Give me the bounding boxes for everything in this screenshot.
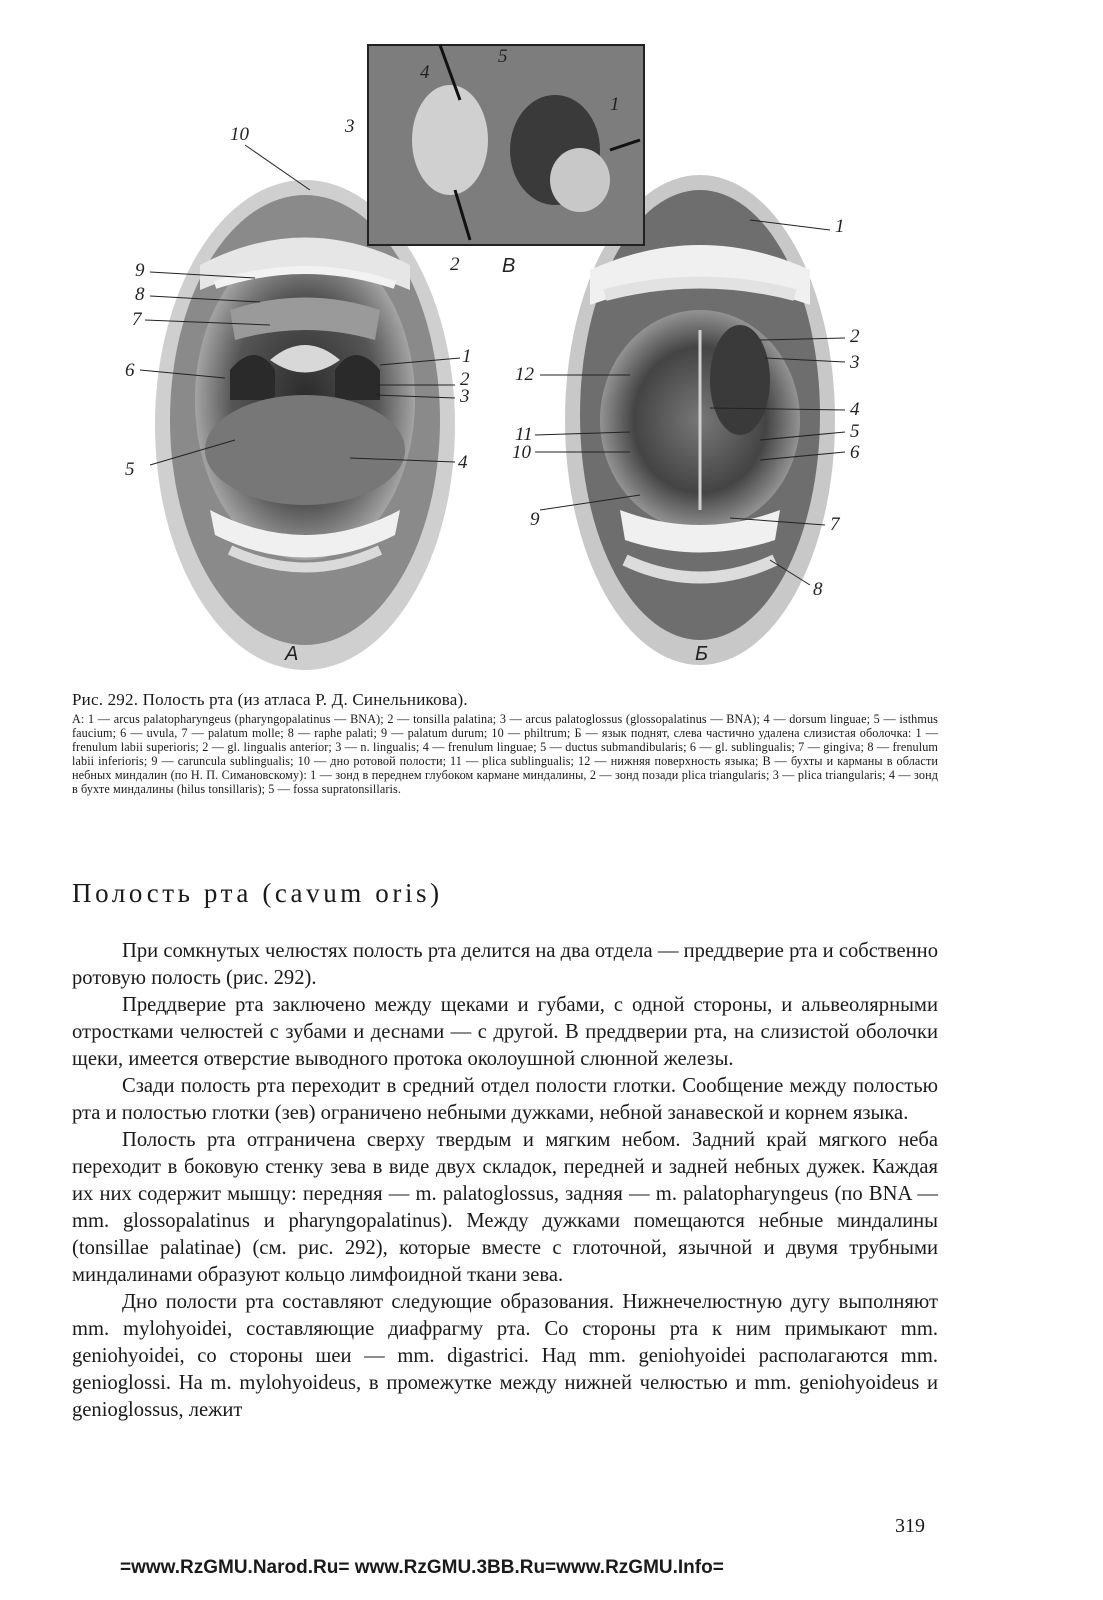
oral-cavity-illustration [110, 40, 910, 680]
label-a-10: 10 [230, 124, 249, 145]
paragraph: Сзади полость рта переходит в средний отдел полости глотки. Сообщение между полостью рта и полостью глотки (зев) ограничено небными дужками, небной занавеской и корнем языка. [72, 1075, 938, 1124]
footer-watermark: =www.RzGMU.Narod.Ru= www.RzGMU.3BB.Ru=www.RzGMU.Info= [120, 1557, 724, 1578]
caption-title: Рис. 292. Полость рта (из атласа Р. Д. Синельникова). [72, 690, 468, 709]
label-a-7: 7 [132, 309, 142, 330]
label-b-8: 8 [813, 579, 823, 600]
label-b-7: 7 [830, 514, 840, 535]
label-b-10: 10 [512, 442, 531, 463]
label-a-4: 4 [458, 452, 468, 473]
label-c-1: 1 [610, 94, 620, 115]
label-b-11: 11 [515, 424, 533, 445]
label-a-5: 5 [125, 459, 135, 480]
label-c-3: 3 [345, 116, 355, 137]
label-b-2: 2 [850, 326, 860, 347]
paragraph: Полость рта отграничена сверху твердым и мягким небом. Задний край мягкого неба переходит в боковую стенку зева в виде двух складок, передней и задней небных дужек. Каждая их них содержит мышцу: передняя — m. palatoglossus, задняя — m. palatopharyngeus (по BNA — mm. glossopalatinus и pharyngopalatinus). Между дужками помещаются небные миндалины (tonsillae palatinae) (см. рис. 292), которые вместе с глоточной, язычной и двумя трубными миндалинами образуют кольцо лимфоидной ткани зева. [72, 1129, 938, 1286]
label-a-3: 3 [460, 386, 470, 407]
paragraph: Преддверие рта заключено между щеками и губами, с одной стороны, и альвеолярными отростками челюстей с зубами и деснами — с другой. В преддверии рта, на слизистой оболочки щеки, имеется отверстие выводного протока околоушной слюнной железы. [72, 994, 938, 1070]
label-c-4: 4 [420, 62, 430, 83]
panel-label-c: В [502, 255, 516, 277]
label-b-6: 6 [850, 442, 860, 463]
panel-label-a: А [285, 643, 299, 665]
label-b-1: 1 [835, 216, 845, 237]
panel-c-inset [368, 45, 644, 245]
label-b-4: 4 [850, 399, 860, 420]
paragraph: При сомкнутых челюстях полость рта делится на два отдела — преддверие рта и собственно ротовую полость (рис. 292). [72, 940, 938, 989]
label-a-2: 2 [460, 369, 470, 390]
label-c-5: 5 [498, 46, 508, 67]
label-b-5: 5 [850, 421, 860, 442]
panel-b-mouth [565, 175, 835, 665]
label-b-3: 3 [850, 352, 860, 373]
label-b-12: 12 [515, 364, 534, 385]
section-heading: Полость рта (cavum oris) [72, 878, 443, 908]
paragraph: Дно полости рта составляют следующие образования. Нижнечелюстную дугу выполняют mm. mylohyoidei, составляющие диафрагму рта. Со стороны рта к ним примыкают mm. geniohyoidei, со стороны шеи — mm. digastrici. Над mm. geniohyoidei располагаются mm. genioglossi. На m. mylohyoideus, в промежутке между нижней челюстью и mm. geniohyoideus и genioglossus, лежит [72, 1291, 938, 1421]
label-a-6: 6 [125, 360, 135, 381]
label-c-2: 2 [450, 254, 460, 275]
caption-legend: А: 1 — arcus palatopharyngeus (pharyngopalatinus — BNA); 2 — tonsilla palatina; 3 — arcus palatoglossus (glossopalatinus — BNA); 4 — dorsum linguae; 5 — isthmus faucium; 6 — uvula, 7 — palatum molle; 8 — raphe palati; 9 — palatum durum; 10 — philtrum; Б — язык поднят, слева частично удалена слизистая оболочка: 1 — frenulum labii superioris; 2 — gl. lingualis anterior; 3 — n. lingualis; 4 — frenulum linguae; 5 — ductus submandibularis; 6 — gl. sublingualis; 7 — gingiva; 8 — frenulum labii inferioris; 9 — caruncula sublingualis; 10 — дно ротовой полости; 11 — plica sublingualis; 12 — нижняя поверхность языка; В — бухты и карманы в области небных миндалин (по Н. П. Симановскому): 1 — зонд в переднем глубоком кармане миндалины, 2 — зонд позади plica triangularis; 3 — plica triangularis; 4 — зонд в бухте миндалины (hilus tonsillaris); 5 — fossa supratonsillaris. [72, 712, 938, 796]
figure-292 [110, 40, 910, 680]
panel-label-b: Б [695, 643, 709, 665]
label-a-9: 9 [135, 260, 145, 281]
figure-caption [72, 690, 938, 796]
page-number: 319 [895, 1515, 925, 1537]
label-a-1: 1 [462, 346, 472, 367]
label-b-9: 9 [530, 509, 540, 530]
body-text [72, 938, 938, 1424]
panel-a-mouth [155, 180, 455, 670]
label-a-8: 8 [135, 284, 145, 305]
